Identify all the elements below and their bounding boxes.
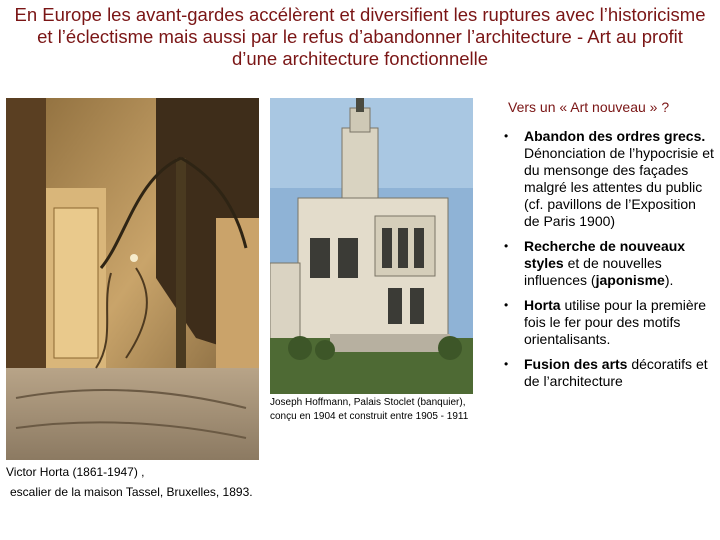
bullet-text: décoratifs et de l’architecture (524, 356, 708, 389)
horta-staircase-photo (6, 98, 259, 460)
bullet-text: et de nouvelles influences ( (524, 255, 662, 288)
bullet-item (496, 297, 714, 348)
bullet-list (496, 128, 714, 398)
bullet-bold: Abandon des ordres grecs. (524, 128, 706, 144)
horta-caption-line2: escalier de la maison Tassel, Bruxelles, 1893. (10, 485, 253, 499)
bullet-bold: Fusion des arts (524, 356, 628, 372)
bullet-text: Dénonciation de l’hypocrisie et du mensonge des façades malgré les attentes du public (cf. pavillons de l’Exposition de Paris 1900) (524, 145, 714, 229)
horta-caption-line1: Victor Horta (1861-1947) , (6, 465, 145, 479)
horta-caption (6, 462, 326, 502)
slide-subtitle: Vers un « Art nouveau » ? (508, 99, 670, 115)
bullet-bold-2: japonisme (595, 272, 665, 288)
bullet-text: utilise pour la première fois le fer pour des motifs orientalisants. (524, 297, 707, 347)
bullet-bold: Recherche de nouveaux styles (524, 238, 686, 271)
bullet-item (496, 356, 714, 390)
slide-title: En Europe les avant-gardes accélèrent et diversifient les ruptures avec l’historicisme et l’éclectisme mais aussi par le refus d’abandonner l’architecture - Art au profit d’une architecture fonctionnelle (14, 4, 706, 69)
bullet-bold: Horta (524, 297, 561, 313)
bullet-text-2: ). (664, 272, 674, 288)
stoclet-caption: Joseph Hoffmann, Palais Stoclet (banquier), conçu en 1904 et construit entre 1905 - 1911 (270, 397, 469, 422)
bullet-item (496, 238, 714, 289)
palais-stoclet-photo (270, 98, 473, 394)
bullet-item (496, 128, 714, 230)
